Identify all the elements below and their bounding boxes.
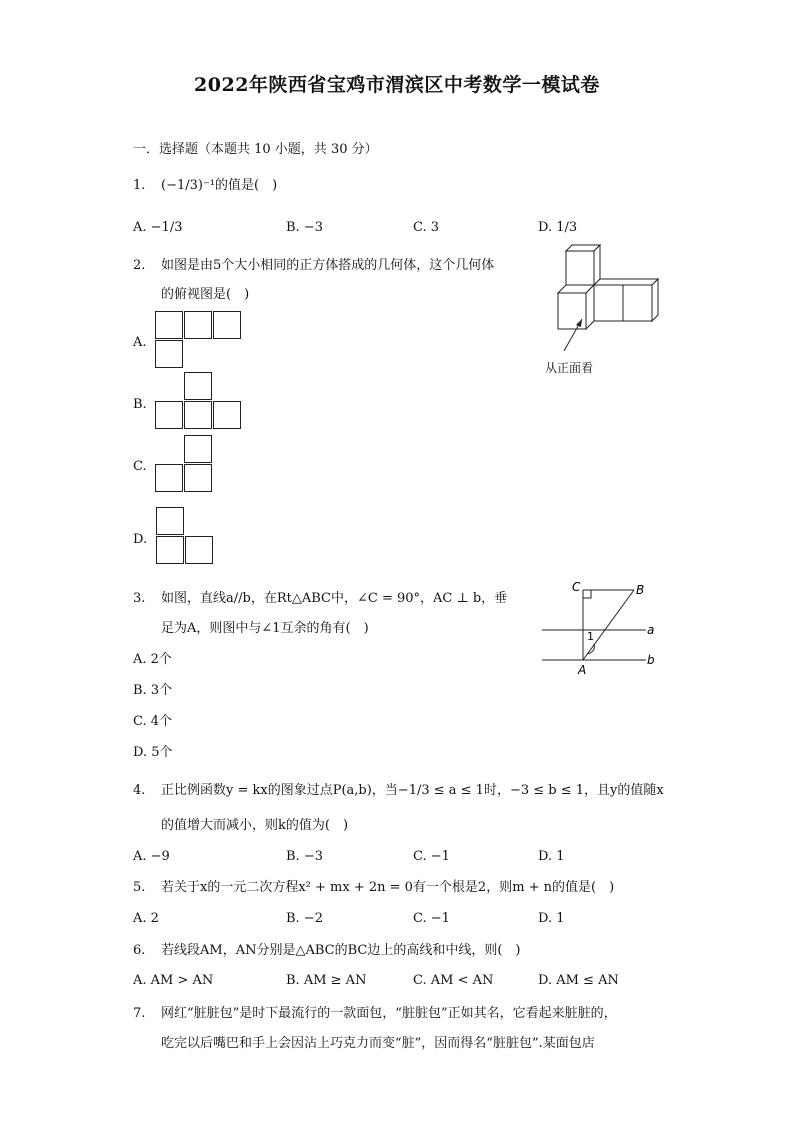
question-4-number: 4.	[133, 783, 146, 798]
question-3-stem-line2: 足为A，则图中与∠1互余的角有( )	[161, 621, 369, 636]
question-1-stem: (−1/3)⁻¹的值是( )	[161, 178, 278, 193]
question-2-option-d-figure	[156, 507, 214, 565]
section-heading: 一．选择题（本题共 10 小题，共 30 分）	[133, 142, 378, 157]
question-3-option-c: C. 4个	[133, 714, 173, 729]
question-6-option-a: A. AM > AN	[133, 973, 214, 988]
question-3-triangle-figure	[536, 578, 664, 678]
question-2-option-d-label: D.	[133, 532, 148, 547]
question-3-option-a: A. 2个	[133, 652, 172, 667]
question-4-option-b: B. −3	[286, 849, 323, 864]
question-2-solid-figure	[548, 243, 664, 377]
label-c: C	[572, 580, 581, 594]
question-1-option-d: D. 1/3	[538, 220, 578, 235]
label-b: B	[636, 583, 645, 597]
label-line-a: a	[647, 623, 655, 637]
question-4-stem-line2: 的值增大而减小，则k的值为( )	[161, 818, 349, 833]
question-4-stem-line1: 正比例函数y = kx的图象过点P(a,b)，当−1/3 ≤ a ≤ 1时，−3 ≤ b ≤ 1，且y的值随x	[161, 783, 664, 798]
question-3-number: 3.	[133, 591, 146, 606]
question-2-number: 2.	[133, 258, 146, 273]
label-angle-1: 1	[587, 630, 594, 643]
question-2-stem-line2: 的俯视图是( )	[161, 287, 250, 302]
question-5-option-c: C. −1	[413, 911, 450, 926]
question-2-option-a-figure	[155, 311, 243, 369]
question-1-option-a: A. −1/3	[133, 220, 183, 235]
question-5-number: 5.	[133, 880, 146, 895]
question-2-stem-line1: 如图是由5个大小相同的正方体搭成的几何体，这个几何体	[161, 258, 495, 273]
question-5-option-a: A. 2	[133, 911, 159, 926]
question-7-number: 7.	[133, 1006, 146, 1021]
question-6-option-c: C. AM < AN	[413, 973, 494, 988]
question-6-option-b: B. AM ≥ AN	[286, 973, 367, 988]
question-2-option-c-figure	[155, 435, 213, 493]
question-2-option-c-label: C.	[133, 459, 147, 474]
question-6-option-d: D. AM ≤ AN	[538, 973, 619, 988]
question-2-option-b-label: B.	[133, 397, 147, 412]
label-line-b: b	[647, 653, 655, 667]
question-5-option-d: D. 1	[538, 911, 565, 926]
question-7-stem-line1: 网红“脏脏包”是时下最流行的一款面包，“脏脏包”正如其名，它看起来脏脏的，	[161, 1006, 617, 1021]
question-6-stem: 若线段AM，AN分别是△ABC的BC边上的高线和中线，则( )	[161, 943, 521, 958]
question-1-number: 1.	[133, 178, 146, 193]
page-title: 2022年陕西省宝鸡市渭滨区中考数学一模试卷	[194, 74, 600, 96]
question-2-option-a-label: A.	[133, 335, 147, 350]
question-4-option-c: C. −1	[413, 849, 450, 864]
question-3-option-b: B. 3个	[133, 683, 173, 698]
question-2-option-b-figure	[155, 372, 243, 430]
question-1-option-c: C. 3	[413, 220, 440, 235]
question-3-option-d: D. 5个	[133, 745, 173, 760]
question-4-option-a: A. −9	[133, 849, 170, 864]
question-1-option-b: B. −3	[286, 220, 323, 235]
question-6-number: 6.	[133, 943, 146, 958]
question-5-option-b: B. −2	[286, 911, 323, 926]
question-4-option-d: D. 1	[538, 849, 565, 864]
label-a-vertex: A	[578, 663, 587, 677]
question-3-stem-line1: 如图，直线a//b，在Rt△ABC中，∠C = 90°，AC ⊥ b，垂	[161, 591, 508, 606]
question-7-stem-line2: 吃完以后嘴巴和手上会因沾上巧克力而变“脏”，因而得名“脏脏包”.某面包店	[161, 1036, 595, 1051]
question-2-figure-caption: 从正面看	[545, 361, 594, 375]
question-5-stem: 若关于x的一元二次方程x² + mx + 2n = 0有一个根是2，则m + n的值是( )	[161, 880, 615, 895]
